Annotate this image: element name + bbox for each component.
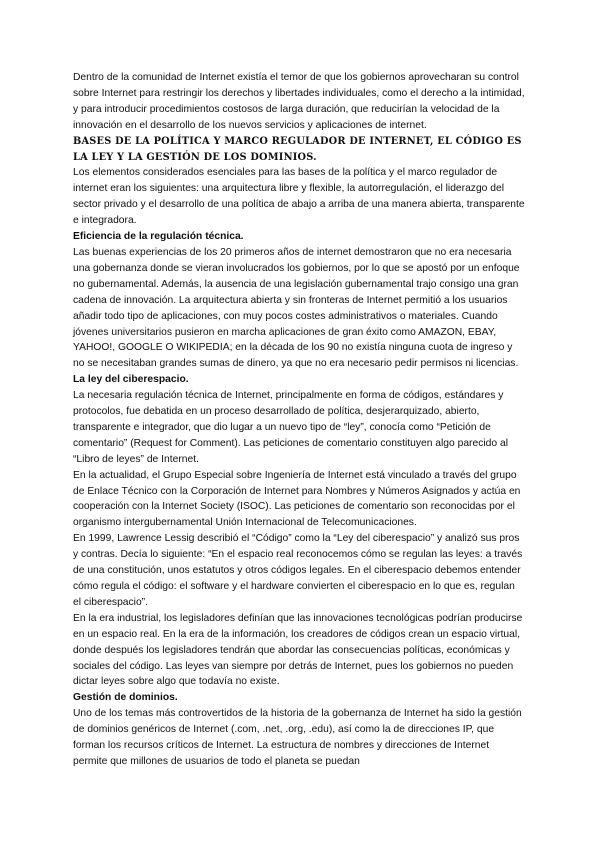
subheading-ley-ciberespacio: La ley del ciberespacio.	[73, 374, 189, 386]
paragraph-experiencias: Las buenas experiencias de los 20 primeros años de internet demostraron que no era necesaria una gobernanza donde se vieran involucrados los gobiernos, por lo que se apostó por un enfoque no gubernamental. Además, la ausencia de una legislación gubernamental trajo consigo una gran cadena de innovación. La arquitectura abierta y sin fronteras de Internet permitió a los usuarios añadir todo tipo de aplicaciones, con muy pocos costes administrativos o materiales. Cuando jóvenes universitarios pusieron en marcha aplicaciones de gran éxito como AMAZON, EBAY, YAHOO!, GOOGLE O WIKIPEDIA; en la década de los 90 no existía ninguna cuota de ingreso y no se necesitaban grandes sumas de dinero, ya que no era necesario pedir permisos ni licencias.	[73, 246, 520, 370]
paragraph-intro: Dentro de la comunidad de Internet existía el temor de que los gobiernos aprovecharan su control sobre Internet para restringir los derechos y libertades individuales, como el derecho a la intimidad, y para introducir procedimientos costosos de larga duración, que reducirían la velocidad de la innovación en el desarrollo de los nuevos servicios y aplicaciones de internet.	[73, 72, 525, 131]
paragraph-elementos: Los elementos considerados esenciales para las bases de la política y el marco regulador de internet eran los siguientes: una arquitectura libre y flexible, la autorregulación, el liderazgo del sector privado y el desarrollo de una política de abajo a arriba de una manera abierta, transparente e integradora.	[73, 167, 525, 227]
paragraph-dominios: Uno de los temas más controvertidos de la historia de la gobernanza de Internet ha sido la gestión de dominios genéricos de Internet (.com, .net, .org, .edu), así como la de direcciones IP, que forman los recursos críticos de Internet. La estructura de nombres y direcciones de Internet permite que millones de usuarios de todo el planeta se puedan	[73, 708, 522, 767]
subheading-gestion-dominios: Gestión de dominios.	[73, 692, 178, 704]
paragraph-era-industrial: En la era industrial, los legisladores definían que las innovaciones tecnológicas podrían producirse en un espacio real. En la era de la información, los creadores de códigos crean un espacio virtual, donde después los legisladores tendrán que abordar las consecuencias políticas, económicas y sociales del código. Las leyes van siempre por detrás de Internet, pues los gobiernos no pueden dictar leyes sobre algo que todavía no existe.	[73, 612, 523, 688]
section-heading-bases: BASES DE LA POLÍTICA Y MARCO REGULADOR DE INTERNET, EL CÓDIGO ES LA LEY Y LA GESTIÓN DE LOS DOMINIOS.	[73, 135, 522, 163]
paragraph-regulacion: La necesaria regulación técnica de Internet, principalmente en forma de códigos, estándares y protocolos, fue debatida en un proceso desarrollado de política, desjerarquizado, abierto, transparente e integrador, que dio lugar a un nuevo tipo de “ley”, conocía como “Petición de comentario” (Request for Comment). Las peticiones de comentario constituyen algo parecido al “Libro de leyes” de Internet.	[73, 390, 508, 465]
paragraph-actualidad: En la actualidad, el Grupo Especial sobre Ingeniería de Internet está vinculado a través del grupo de Enlace Técnico con la Corporación de Internet para Nombres y Números Asignados y actúa en cooperación con la Internet Society (ISOC). Las peticiones de comentario son reconocidas por el organismo intergubernamental Unión Internacional de Telecomunicaciones.	[73, 469, 521, 529]
paragraph-lessig: En 1999, Lawrence Lessig describió el “Código” como la “Ley del ciberespacio” y analizó sus pros y contras. Decía lo siguiente: “En el espacio real reconocemos cómo se regulan las leyes: a través de una constitución, unos estatutos y otros códigos legales. En el ciberespacio debemos entender cómo regula el código: el software y el hardware convierten el ciberespacio en lo que es, regulan el ciberespacio”.	[73, 533, 523, 608]
document-body	[73, 70, 525, 770]
subheading-eficiencia: Eficiencia de la regulación técnica.	[73, 231, 244, 243]
